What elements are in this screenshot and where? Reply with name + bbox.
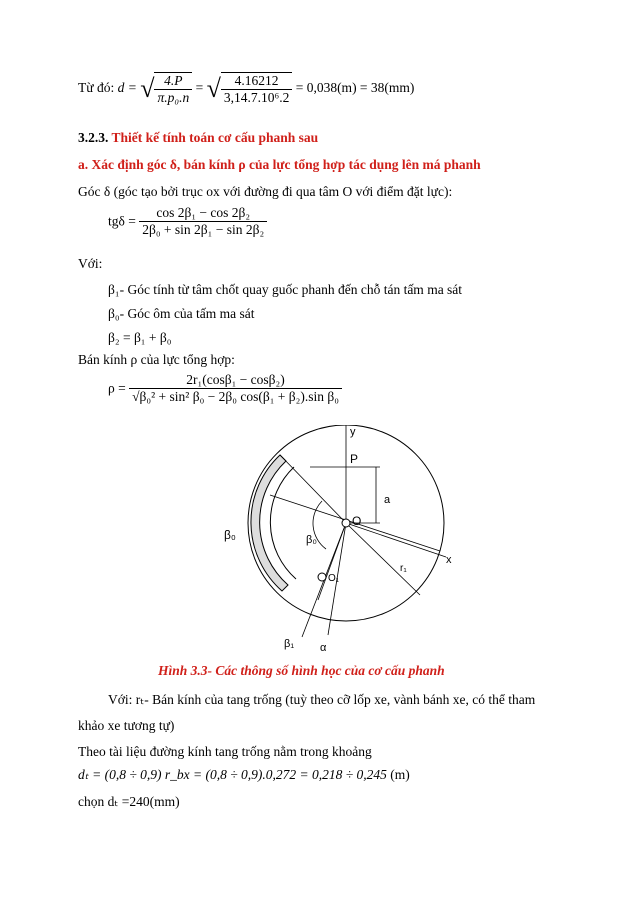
center-o1 (318, 573, 326, 581)
fraction-1 (154, 72, 192, 106)
beta0-definition: β₀- Góc ôm của tấm ma sát (108, 306, 255, 321)
fraction-tg (139, 205, 267, 238)
equation-tg-delta (108, 205, 267, 238)
fraction-2-numerator: 4.16212 (234, 73, 279, 88)
label-o: O (352, 514, 362, 528)
equation-dt (78, 767, 410, 783)
beta2-definition: β₂ = β₁ + β₀ (108, 330, 172, 345)
center-o (342, 519, 350, 527)
label-beta1: β₁ (284, 638, 295, 650)
radius-line-top (280, 455, 346, 523)
beta1-definition: β₁- Góc tính từ tâm chốt quay guốc phanh đến chỗ tán tấm ma sát (108, 282, 463, 297)
label-beta0-inner: β₀ (306, 534, 317, 546)
fraction-rho-denominator-expr: β₀² + sin² β₀ − 2β₀ cos(β₁ + β₂).sin β₀ (139, 389, 339, 404)
label-r1: r₁ (400, 563, 407, 574)
friction-lining (251, 455, 288, 591)
document-range-text: Theo tài liệu đường kính tang trống nằm trong khoảng (78, 744, 372, 759)
section-number: 3.2.3. (78, 130, 109, 145)
rho-intro: Bán kính ρ của lực tổng hợp: (78, 352, 235, 367)
label-y: y (350, 426, 356, 438)
eq-result: = 0,038(m) = 38(mm) (295, 80, 415, 96)
sqrt-sign: √ (132, 389, 140, 404)
lead-text: Từ đó: (78, 80, 115, 96)
pivot-line (318, 523, 346, 600)
label-alpha: α (320, 642, 327, 654)
x-axis (346, 523, 446, 557)
fraction-tg-denominator: 2β₀ + sin 2β₁ − sin 2β₂ (139, 221, 267, 238)
label-o1: O₁ (328, 573, 340, 584)
label-beta0-outer: β₀ (224, 528, 236, 542)
label-a: a (384, 494, 391, 506)
fraction-1-numerator: 4.P (164, 73, 183, 88)
eq-dt-expr: dₜ = (0,8 ÷ 0,9) r_bx = (0,8 ÷ 0,9).0,272 = 0,218 ÷ 0,245 (78, 767, 387, 782)
brake-shoe-arc (270, 467, 296, 579)
sqrt-sign: √ (206, 74, 221, 103)
fraction-2-denominator: 3,14.7.10⁶.2 (221, 89, 292, 106)
with-rt-continued: khảo xe tương tự) (78, 718, 175, 733)
section-heading (78, 130, 318, 146)
equals-sign: = (195, 80, 204, 96)
brake-geometry-figure (210, 425, 470, 655)
label-p: P (350, 452, 359, 466)
fraction-tg-numerator: cos 2β₁ − cos 2β₂ (156, 205, 251, 220)
figure-caption: Hình 3.3- Các thông số hình học của cơ cấu phanh (158, 663, 445, 678)
r1-line (346, 523, 420, 595)
eq-lhs: d = (117, 80, 137, 96)
fraction-rho-numerator: 2r₁(cosβ₁ − cosβ₂) (186, 372, 285, 387)
fraction-2 (221, 72, 292, 106)
fraction-1-denominator: π.p₀.n (154, 89, 192, 106)
label-x: x (446, 554, 452, 566)
fraction-rho-denominator (129, 388, 342, 405)
equation-diameter (78, 72, 414, 106)
with-label: Với: (78, 256, 103, 271)
equation-rho (108, 372, 342, 405)
delta-definition: Góc δ (góc tạo bởi trục ox với đường đi qua tâm O với điểm đặt lực): (78, 184, 453, 199)
subsection-a-heading: a. Xác định góc δ, bán kính ρ của lực tổng hợp tác dụng lên má phanh (78, 157, 481, 172)
chosen-value: chọn dₜ =240(mm) (78, 794, 180, 809)
section-title: Thiết kế tính toán cơ cấu phanh sau (111, 130, 319, 145)
eq-lhs: ρ = (108, 380, 126, 396)
fraction-rho (129, 372, 342, 405)
eq-dt-unit: (m) (390, 767, 410, 782)
eq-lhs: tgδ = (108, 213, 136, 229)
with-rt-text: Với: rₜ- Bán kính của tang trống (tuỳ theo cỡ lốp xe, vành bánh xe, có thể tham (108, 692, 536, 707)
sqrt-sign: √ (140, 74, 155, 103)
